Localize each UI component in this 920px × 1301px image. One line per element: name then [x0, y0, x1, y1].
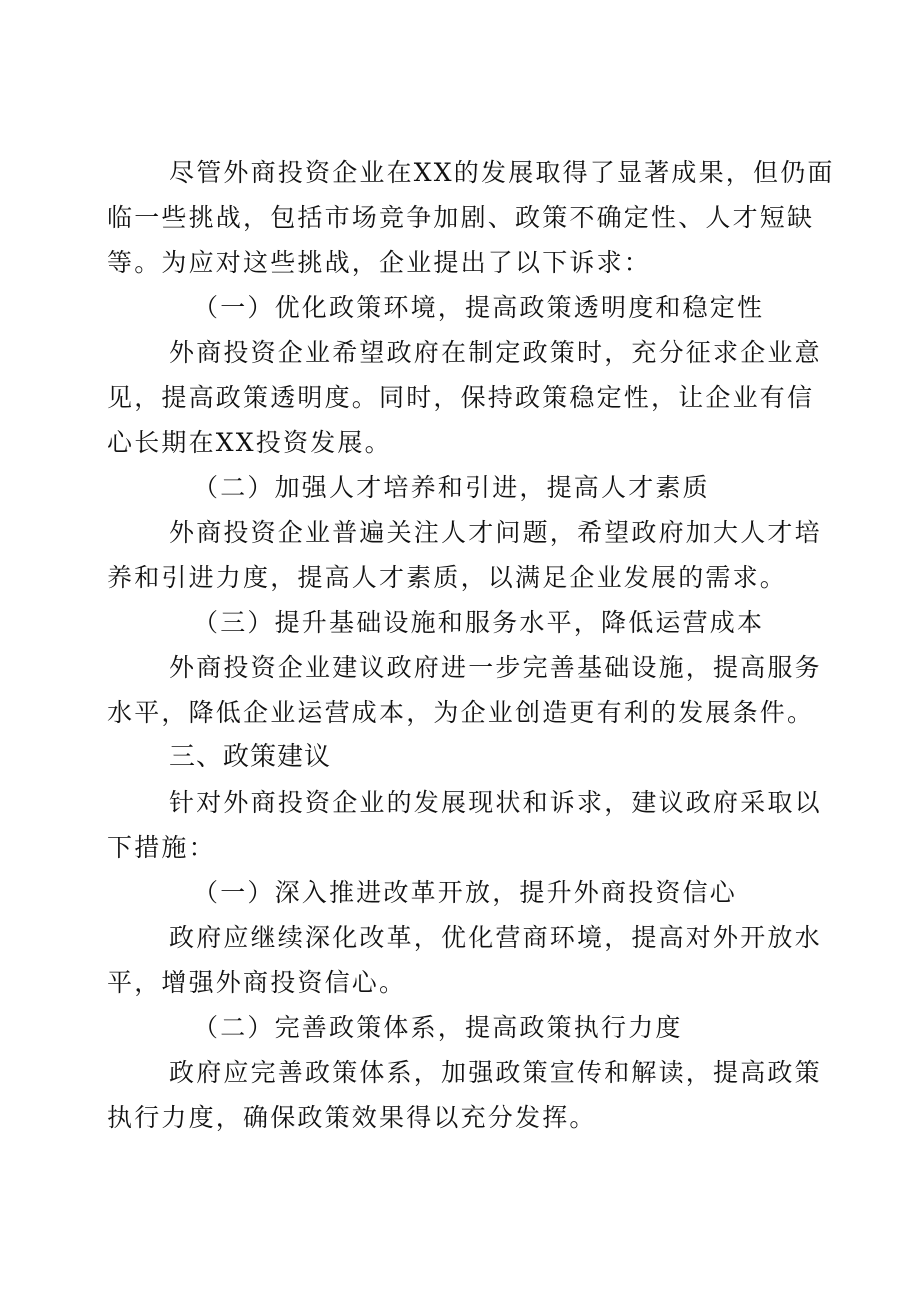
subheading: （一）优化政策环境，提高政策透明度和稳定性: [193, 293, 765, 322]
paragraph-line: 外商投资企业希望政府在制定政策时，充分征求企业意: [169, 338, 822, 367]
section-heading: 三、政策建议: [169, 742, 332, 772]
paragraph-line: 下措施：: [107, 833, 216, 862]
paragraph-line: 外商投资企业普遍关注人才问题，希望政府加大人才培: [169, 518, 822, 547]
paragraph-line: 执行力度，确保政策效果得以充分发挥。: [107, 1103, 597, 1132]
paragraph-line: 平，增强外商投资信心。: [107, 968, 407, 997]
document-page: [107, 150, 835, 1140]
paragraph-line: 心长期在XX投资发展。: [107, 428, 392, 457]
paragraph-line: 等。为应对这些挑战，企业提出了以下诉求：: [107, 248, 652, 277]
paragraph-line: 外商投资企业建议政府进一步完善基础设施，提高服务: [169, 653, 822, 682]
subheading: （二）完善政策体系，提高政策执行力度: [193, 1013, 683, 1042]
paragraph-line: 政府应继续深化改革，优化营商环境，提高对外开放水: [169, 923, 822, 952]
paragraph-line: 政府应完善政策体系，加强政策宣传和解读，提高政策: [169, 1058, 822, 1087]
paragraph-line: 养和引进力度，提高人才素质，以满足企业发展的需求。: [107, 563, 788, 592]
paragraph-line: 尽管外商投资企业在XX的发展取得了显著成果，但仍面: [169, 158, 835, 187]
paragraph-line: 针对外商投资企业的发展现状和诉求，建议政府采取以: [169, 788, 822, 817]
subheading: （一）深入推进改革开放，提升外商投资信心: [193, 878, 738, 907]
paragraph-line: 见，提高政策透明度。同时，保持政策稳定性，让企业有信: [107, 383, 815, 412]
subheading: （三）提升基础设施和服务水平，降低运营成本: [193, 608, 765, 637]
paragraph-line: 水平，降低企业运营成本，为企业创造更有利的发展条件。: [107, 698, 815, 727]
paragraph-line: 临一些挑战，包括市场竞争加剧、政策不确定性、人才短缺: [107, 203, 815, 232]
subheading: （二）加强人才培养和引进，提高人才素质: [193, 473, 710, 502]
